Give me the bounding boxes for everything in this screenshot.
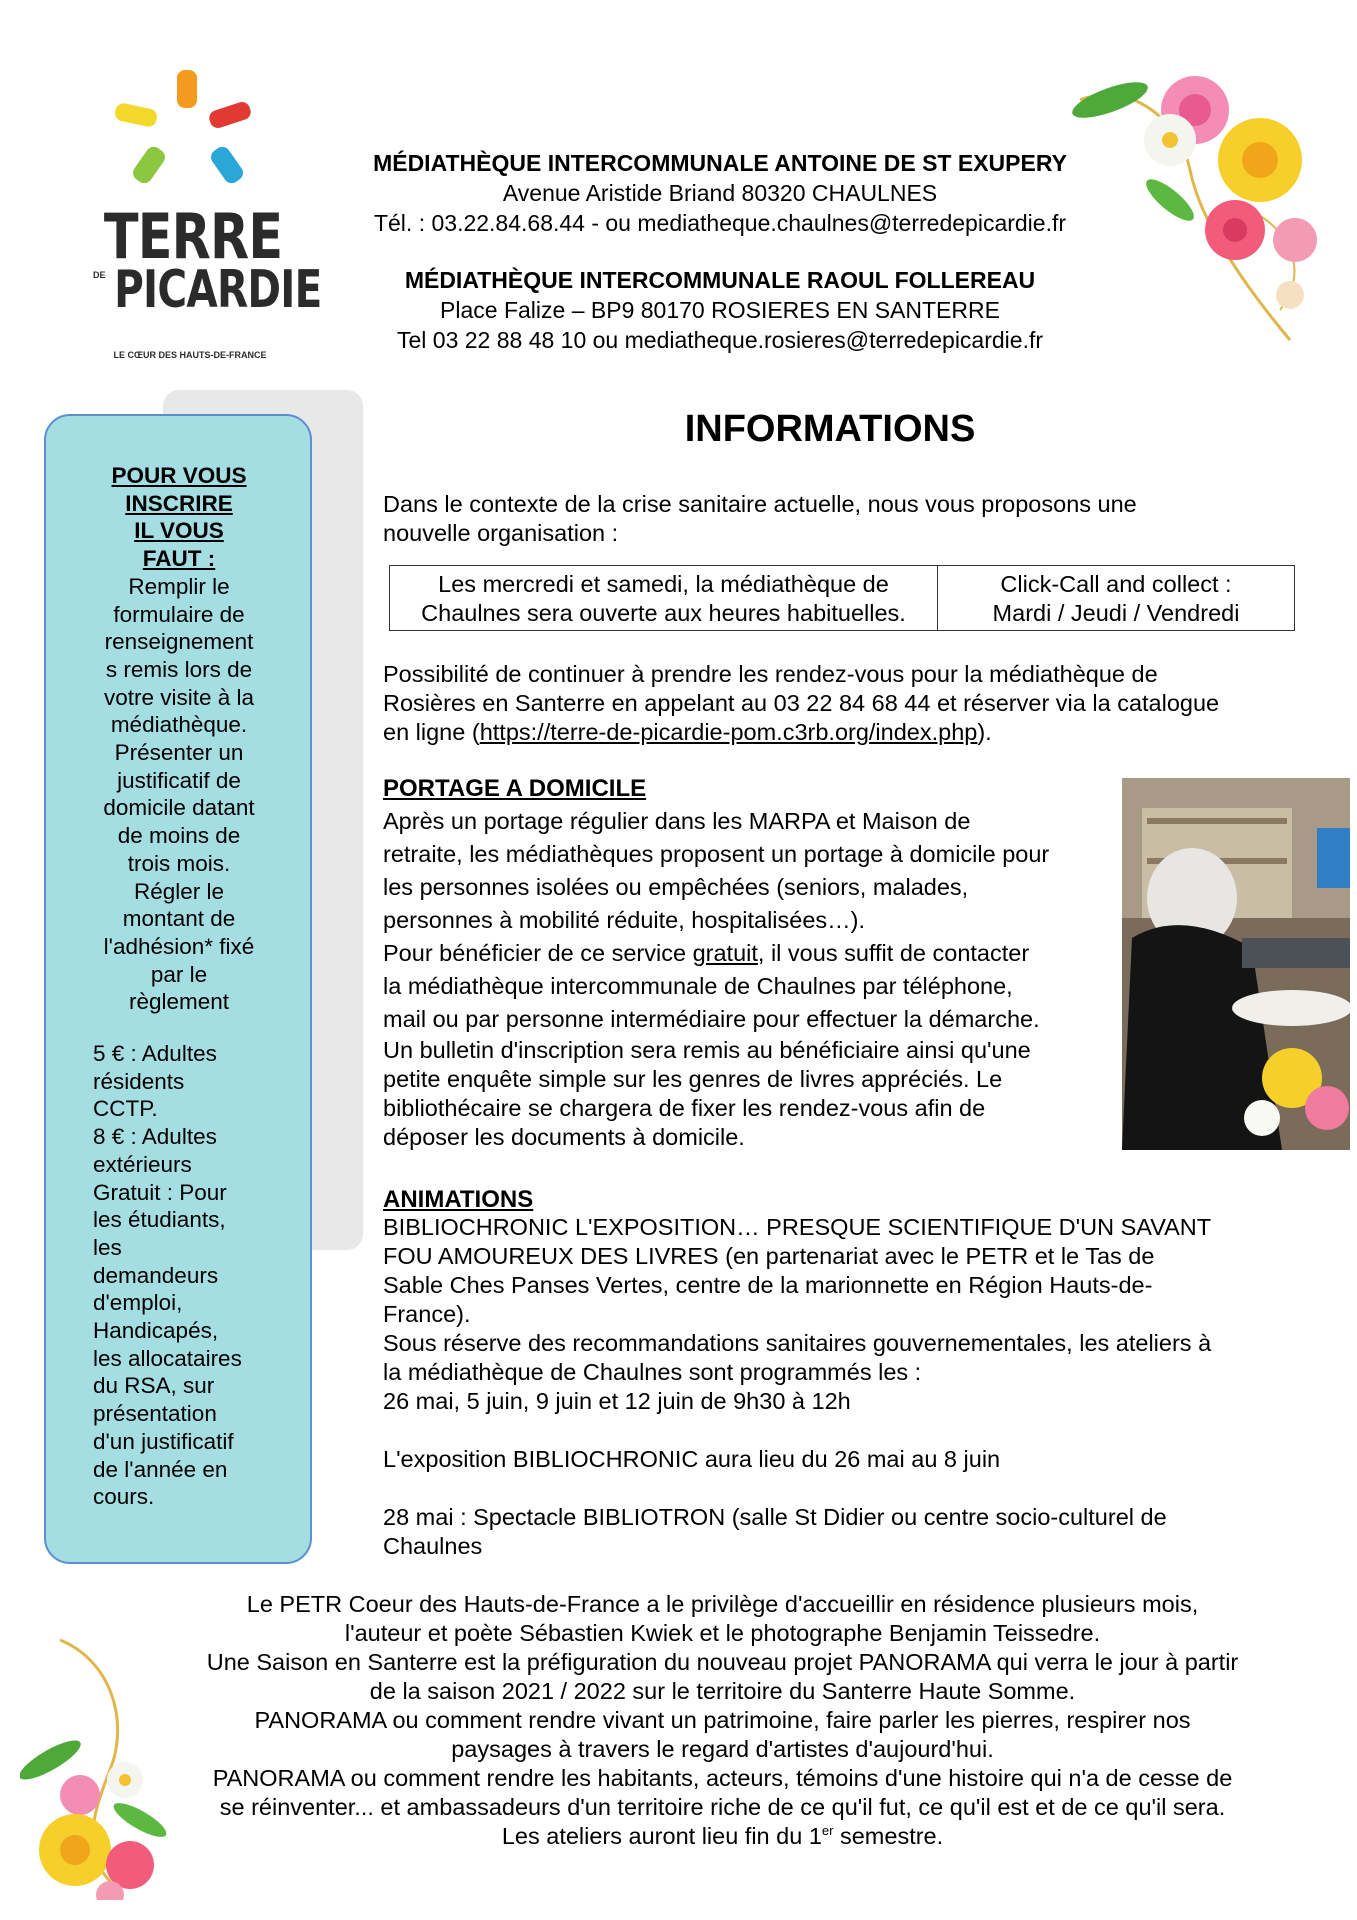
tariff-line: les étudiants, <box>93 1207 226 1233</box>
tariff-line: d'emploi, <box>93 1290 183 1316</box>
animations-line: Sable Ches Panses Vertes, centre de la marionnette en Région Hauts-de- <box>383 1272 1153 1298</box>
footer-paragraph <box>160 1590 1285 1851</box>
tariff-line: Gratuit : Pour <box>93 1179 227 1205</box>
exposition-line: L'exposition BIBLIOCHRONIC aura lieu du 26 mai au 8 juin <box>383 1446 1001 1472</box>
animations-line: France). <box>383 1301 471 1327</box>
library1-address: Avenue Aristide Briand 80320 CHAULNES <box>502 180 938 206</box>
portage-line: petite enquête simple sur les genres de livres appréciés. Le <box>383 1066 1003 1092</box>
table-cell-line: Chaulnes sera ouverte aux heures habituelles. <box>421 600 906 626</box>
tariff-line: du RSA, sur <box>93 1373 215 1399</box>
portage-line: personnes à mobilité réduite, hospitalisées…). <box>383 907 866 933</box>
tariff-line: extérieurs <box>93 1151 192 1177</box>
membership-line: Remplir le <box>128 573 230 599</box>
membership-line: domicile datant <box>103 795 255 821</box>
tariff-line: les allocataires <box>93 1345 242 1371</box>
membership-line: formulaire de <box>113 601 245 627</box>
membership-line: renseignement <box>104 629 254 655</box>
logo-tagline: LE CŒUR DES HAUTS-DE-FRANCE <box>113 350 267 360</box>
tariff-line: les <box>93 1234 122 1260</box>
animations-heading: ANIMATIONS <box>383 1186 534 1213</box>
table-cell-line: Les mercredi et samedi, la médiathèque de <box>438 571 889 597</box>
home-delivery-photo-icon <box>1122 778 1350 1150</box>
membership-line: Présenter un <box>114 740 244 766</box>
footer-line: Le PETR Coeur des Hauts-de-France a le privilège d'accueillir en résidence plusieurs mois, <box>246 1591 1199 1617</box>
footer-line: PANORAMA ou comment rendre vivant un patrimoine, faire parler les pierres, respirer nos <box>254 1707 1191 1733</box>
animations-line: la médiathèque de Chaulnes sont programmés les : <box>383 1359 922 1385</box>
library2-contact: Tel 03 22 88 48 10 ou mediatheque.rosieres@terredepicardie.fr <box>396 327 1044 353</box>
portage-line: Après un portage régulier dans les MARPA et Maison de <box>383 808 971 834</box>
portage-line: les personnes isolées ou empêchées (seniors, malades, <box>383 874 969 900</box>
tariff-line: 8 € : Adultes <box>93 1124 217 1150</box>
portage-paragraph <box>383 805 1103 1152</box>
portage-line: bibliothécaire se chargera de fixer les rendez-vous afin de <box>383 1095 986 1121</box>
membership-tariffs <box>93 1040 293 1511</box>
intro-paragraph <box>383 490 1313 548</box>
tariff-line: résidents <box>93 1068 185 1094</box>
logo-word-picardie: PICARDIE <box>114 260 322 320</box>
terre-de-picardie-logo <box>85 60 322 360</box>
rosieres-line: Rosières en Santerre en appelant au 03 22 84 68 44 et réserver via la catalogue <box>383 690 1220 716</box>
membership-line: s remis lors de <box>105 656 253 682</box>
flowers-decoration-top-icon <box>1040 60 1340 360</box>
intro-line: Dans le contexte de la crise sanitaire actuelle, nous vous proposons une <box>383 491 1137 517</box>
footer-line: Une Saison en Santerre est la préfiguration du nouveau projet PANORAMA qui verra le jour à partir <box>206 1649 1239 1675</box>
portage-line: retraite, les médiathèques proposent un portage à domicile pour <box>383 841 1050 867</box>
spectacle-line: 28 mai : Spectacle BIBLIOTRON (salle St Didier ou centre socio-culturel de <box>383 1504 1167 1530</box>
footer-line: paysages à travers le regard d'artistes d'aujourd'hui. <box>451 1736 994 1762</box>
membership-line: médiathèque. <box>110 712 248 738</box>
animations-line: BIBLIOCHRONIC L'EXPOSITION… PRESQUE SCIENTIFIQUE D'UN SAVANT <box>383 1214 1212 1240</box>
animations-line: 26 mai, 5 juin, 9 juin et 12 juin de 9h30 à 12h <box>383 1388 851 1414</box>
footer-line: se réinventer... et ambassadeurs d'un territoire riche de ce qu'il fut, ce qu'il est et de ce qu'il sera. <box>219 1794 1226 1820</box>
spectacle-line: Chaulnes <box>383 1533 483 1559</box>
tariff-line: 5 € : Adultes <box>93 1041 217 1066</box>
animations-line: FOU AMOUREUX DES LIVRES (en partenariat avec le PETR et le Tas de <box>383 1243 1155 1269</box>
tariff-line: CCTP. <box>93 1096 158 1122</box>
membership-line: règlement <box>128 989 230 1015</box>
membership-heading-line: IL VOUS <box>134 518 224 544</box>
rosieres-line: en ligne (https://terre-de-picardie-pom.c3rb.org/index.php). <box>383 719 992 745</box>
intro-line: nouvelle organisation : <box>383 520 619 546</box>
gratuit-word: gratuit <box>692 940 758 966</box>
portage-line: déposer les documents à domicile. <box>383 1124 745 1150</box>
rosieres-line: Possibilité de continuer à prendre les rendez-vous pour la médiathèque de <box>383 661 1158 687</box>
membership-requirements <box>70 462 288 1016</box>
portage-line: Un bulletin d'inscription sera remis au bénéficiaire ainsi qu'une <box>383 1037 1031 1063</box>
opening-hours-table <box>389 565 1295 631</box>
portage-heading: PORTAGE A DOMICILE <box>383 775 647 802</box>
membership-line: votre visite à la <box>103 684 255 710</box>
catalogue-link[interactable]: https://terre-de-picardie-pom.c3rb.org/index.php <box>479 719 978 745</box>
footer-line: l'auteur et poète Sébastien Kwiek et le photographe Benjamin Teissedre. <box>344 1620 1101 1646</box>
page-title: INFORMATIONS <box>684 408 976 450</box>
footer-line: PANORAMA ou comment rendre les habitants, acteurs, témoins d'une histoire qui n'a de cesse de <box>212 1765 1233 1791</box>
membership-line: par le <box>150 961 208 987</box>
tariff-line: cours. <box>93 1484 155 1510</box>
logo-word-terre: TERRE <box>103 200 283 273</box>
header-contacts <box>320 148 1120 355</box>
membership-heading-line: POUR VOUS <box>111 463 247 488</box>
table-cell-line: Mardi / Jeudi / Vendredi <box>992 600 1240 626</box>
library2-address: Place Falize – BP9 80170 ROSIERES EN SANTERRE <box>440 297 1000 323</box>
membership-heading-line: FAUT : <box>142 546 216 572</box>
tariff-line: de l'année en <box>93 1456 228 1482</box>
tariff-line: présentation <box>93 1401 217 1427</box>
membership-line: de moins de <box>117 823 241 849</box>
membership-line: montant de <box>122 906 236 932</box>
portage-line: Pour bénéficier de ce service gratuit, il vous suffit de contacter <box>383 940 1030 966</box>
membership-line: justificatif de <box>117 767 241 793</box>
logo-star-icon <box>85 60 295 200</box>
opening-hours-cell <box>390 566 938 630</box>
library1-contact: Tél. : 03.22.84.68.44 - ou mediatheque.chaulnes@terredepicardie.fr <box>373 210 1067 236</box>
tariff-line: Handicapés, <box>93 1318 219 1344</box>
animations-paragraph <box>383 1213 1323 1561</box>
tariff-line: d'un justificatif <box>93 1428 234 1454</box>
animations-line: Sous réserve des recommandations sanitaires gouvernementales, les ateliers à <box>383 1330 1212 1356</box>
membership-line: trois mois. <box>127 850 231 876</box>
membership-line: Régler le <box>133 878 225 904</box>
library1-name: MÉDIATHÈQUE INTERCOMMUNALE ANTOINE DE ST EXUPERY <box>373 150 1067 176</box>
membership-heading-line: INSCRIRE <box>125 490 233 516</box>
membership-line: l'adhésion* fixé <box>103 933 255 959</box>
click-collect-cell <box>938 566 1294 630</box>
table-cell-line: Click-Call and collect : <box>1000 571 1232 597</box>
rosieres-paragraph <box>383 660 1333 747</box>
footer-line: de la saison 2021 / 2022 sur le territoire du Santerre Haute Somme. <box>369 1678 1076 1704</box>
library2-name: MÉDIATHÈQUE INTERCOMMUNALE RAOUL FOLLEREAU <box>404 267 1036 293</box>
home-delivery-photo <box>1122 778 1350 1150</box>
logo-word-de: DE <box>93 270 106 280</box>
tariff-line: demandeurs <box>93 1262 219 1288</box>
portage-line: la médiathèque intercommunale de Chaulnes par téléphone, <box>383 973 1013 999</box>
footer-line: Les ateliers auront lieu fin du 1er semestre. <box>501 1823 944 1849</box>
portage-line: mail ou par personne intermédiaire pour effectuer la démarche. <box>383 1006 1040 1032</box>
